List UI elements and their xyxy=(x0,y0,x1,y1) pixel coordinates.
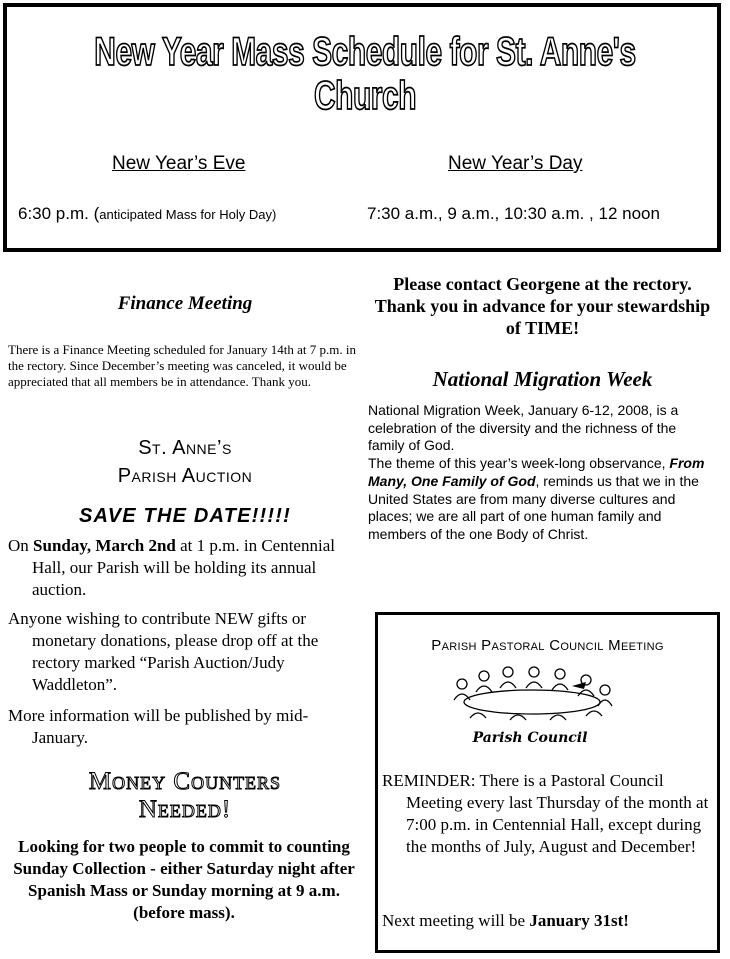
next-meeting-date: January 31st! xyxy=(529,911,629,930)
eve-time-note: anticipated Mass for Holy Day) xyxy=(99,207,277,222)
auction-paragraph-2: Anyone wishing to contribute NEW gifts or monetary donations, please drop off at the rectory marked “Parish Auction/Judy Waddleton”. xyxy=(8,609,319,694)
contact-text: Please contact Georgene at the rectory. Thank you in advance for your stewardship of TIME! xyxy=(374,274,711,338)
migration-theme: From Many, One Family of God xyxy=(368,455,705,489)
next-meeting-lead: Next meeting will be xyxy=(382,911,530,930)
migration-heading: National Migration Week xyxy=(432,367,653,391)
illustration-caption: Parish Council xyxy=(472,730,588,746)
new-years-eve-heading: New Year’s Eve xyxy=(112,153,246,174)
auction-p1-rest: at 1 p.m. in Centennial Hall, our Parish will be holding its annual auction. xyxy=(32,536,335,599)
eve-time-value: 6:30 p.m. ( xyxy=(18,204,100,223)
auction-heading-line1: St. Anne’s xyxy=(138,437,232,459)
money-heading-line2: Needed! xyxy=(138,796,232,823)
money-counters-heading xyxy=(0,768,370,824)
money-counters-text: Looking for two people to commit to counting Sunday Collection - either Saturday night after Spanish Mass or Sunday morning at 9 a.m. (before mass). xyxy=(13,837,355,922)
new-years-day-times: 7:30 a.m., 9 a.m., 10:30 a.m. , 12 noon xyxy=(367,204,660,223)
money-heading-line1: Money Counters xyxy=(88,768,282,795)
migration-p2-rest: , reminds us that we in the United States are from many diverse cultures and places; we are all part of one human family and members of the one Body of Christ. xyxy=(368,472,699,542)
save-the-date: SAVE THE DATE!!!!! xyxy=(79,505,291,527)
new-years-day-heading: New Year’s Day xyxy=(448,153,583,174)
auction-p1-lead: On xyxy=(8,536,34,555)
migration-text xyxy=(368,402,713,544)
migration-p2-lead: The theme of this year’s week-long observance, xyxy=(368,455,670,472)
auction-heading xyxy=(0,434,370,490)
council-next-meeting xyxy=(382,910,717,932)
migration-paragraph-1: National Migration Week, January 6-12, 2008, is a celebration of the diversity and the richness of the family of God. xyxy=(368,402,679,454)
new-years-eve-time xyxy=(18,203,276,226)
finance-heading: Finance Meeting xyxy=(117,293,253,314)
council-reminder: REMINDER: There is a Pastoral Council Meeting every last Thursday of the month at 7:00 p.m. in Centennial Hall, except during the months of July, August and December! xyxy=(382,771,709,856)
auction-heading-line2: Parish Auction xyxy=(117,465,253,487)
auction-paragraph-3: More information will be published by mid-January. xyxy=(8,706,309,747)
migration-paragraph-2 xyxy=(368,455,713,544)
council-heading: Parish Pastoral Council Meeting xyxy=(431,637,664,654)
page-title: New Year Mass Schedule for St. Anne's Church xyxy=(94,28,636,118)
finance-text: There is a Finance Meeting scheduled for January 14th at 7 p.m. in the rectory. Since December’s meeting was canceled, it would be appreciated that all members be in attendance. Thank you. xyxy=(8,342,357,389)
auction-date: Sunday, March 2nd xyxy=(33,536,176,555)
auction-paragraph-1 xyxy=(8,535,360,601)
parish-council-illustration xyxy=(440,660,620,748)
